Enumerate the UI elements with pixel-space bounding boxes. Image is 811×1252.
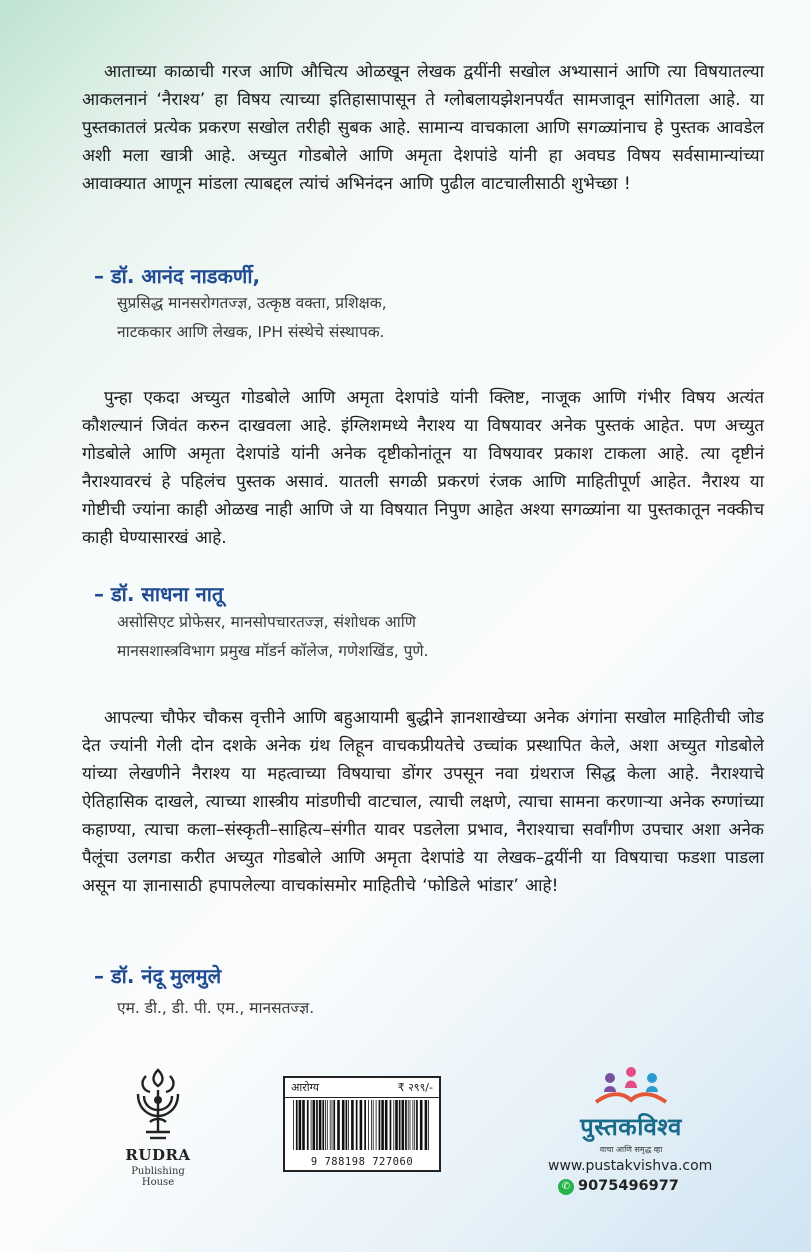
barcode-bar (319, 1100, 322, 1150)
barcode-bar (348, 1100, 349, 1150)
barcode-bar (410, 1100, 411, 1150)
barcode-bar (399, 1100, 401, 1150)
barcode-bar (299, 1100, 302, 1150)
publisher-subtitle: Publishing House (131, 1166, 185, 1188)
book-price: ₹ २९९/- (397, 1081, 433, 1094)
review-3-credit-line: एम. डी., डी. पी. एम., मानसतज्ज्ञ. (117, 999, 315, 1017)
distributor-name: पुस्तकविश्व (580, 1113, 682, 1141)
barcode-bars (293, 1100, 429, 1150)
publisher-logo (118, 1066, 198, 1188)
barcode-bar (325, 1100, 326, 1150)
review-1-signature: – डॉ. आनंद नाडकर्णी, (94, 264, 261, 288)
distributor-website[interactable]: www.pustakvishva.com (548, 1158, 713, 1174)
review-2-credit-line: असोसिएट प्रोफेसर, मानसोपचारतज्ज्ञ, संशोधक आणि (117, 613, 416, 631)
barcode-bar (379, 1100, 381, 1150)
barcode-bar (376, 1100, 377, 1150)
barcode-bar (428, 1100, 429, 1150)
barcode-bar (402, 1100, 405, 1150)
barcode-bar (420, 1100, 423, 1150)
barcode-bar (342, 1100, 345, 1150)
barcode-bar (332, 1100, 333, 1150)
barcode-bar (307, 1100, 309, 1150)
distributor-phone[interactable]: 9075496977 (578, 1178, 679, 1194)
barcode-bar (373, 1100, 374, 1150)
barcode-bar (413, 1100, 414, 1150)
book-category: आरोग्य (291, 1081, 320, 1094)
barcode-bar (371, 1100, 372, 1150)
barcode-bar (368, 1100, 369, 1150)
barcode-bar (316, 1100, 318, 1150)
barcode-bar (327, 1100, 328, 1150)
barcode-bar (293, 1100, 294, 1150)
barcode-bar (414, 1100, 415, 1150)
barcode-bar (408, 1100, 409, 1150)
barcode-bar (346, 1100, 348, 1150)
review-1-text: आताच्या काळाची गरज आणि औचित्य ओळखून लेखक द्वयींनी सखोल अभ्यासानं आणि त्या विषयातल्या आकलनानं ‘नैराश्य’ हा विषय त्याच्या इतिहासापासून ते ग्लोबलायझेशनपर्यंत सामजावून सांगितला आहे. या पुस्तकातलं प्रत्येक प्रकरण सखोल तरीही सुबक आहे. सामान्य वाचकाला आणि सगळ्यांनाच हे पुस्तक आवडेल अशी मला खात्री आहे. अच्युत गोडबोले आणि अमृता देशपांडे यांनी हा अवघड विषय सर्वसामान्यांच्या आवाक्यात आणून मांडला त्याबद्दल त्यांचं अभिनंदन आणि पुढील वाटचालीसाठी शुभेच्छा ! (82, 62, 764, 194)
barcode-bar (360, 1100, 363, 1150)
review-3-text: आपल्या चौफेर चौकस वृत्तीने आणि बहुआयामी बुद्धीने ज्ञानशाखेच्या अनेक अंगांना सखोल माहितीची जोड देत ज्यांनी गेली दोन दशके अनेक ग्रंथ लिहून वाचकप्रीयतेचे उच्चांक प्रस्थापित केले, अशा अच्युत गोडबोले यांच्या लेखणीने नैराश्य या महत्वाच्या विषयाचा डोंगर उपसून नवा ग्रंथराज सिद्ध केला आहे. नैराश्याचे ऐतिहासिक दाखले, त्याच्या शास्त्रीय मांडणीची वाटचाल, त्याची लक्षणे, त्याचा सामना करणाऱ्या अनेक रुग्णांच्या कहाण्या, त्याचा कला–संस्कृती–साहित्य–संगीत यावर पडलेला प्रभाव, नैराश्याचा सर्वांगीण उपचार अशा अनेक पैलूंचा उलगडा करीत अच्युत गोडबोले आणि अमृता देशपांडे या लेखक–द्वयींनी या विषयाचा फडशा पाडला असून या ज्ञानासाठी हपापलेल्या वाचकांसमोर माहितीचे ‘फोडिले भांडार’ आहे! (82, 708, 764, 896)
publisher-name: RUDRA (125, 1146, 191, 1164)
barcode-bar (313, 1100, 316, 1150)
distributor-logo (551, 1062, 711, 1155)
review-1-credit-line: नाटककार आणि लेखक, IPH संस्थेचे संस्थापक. (117, 323, 385, 341)
review-2-signature: – डॉ. साधना नातू (94, 582, 224, 606)
barcode-bar (405, 1100, 407, 1150)
review-2-credit-line: मानसशास्त्रविभाग प्रमुख मॉडर्न कॉलेज, गणेशखिंड, पुणे. (117, 642, 429, 660)
barcode-bar (425, 1100, 428, 1150)
barcode-bar (311, 1100, 312, 1150)
barcode-bar (381, 1100, 384, 1150)
barcode-bar (296, 1100, 298, 1150)
distributor-tagline: वाचा आणि समृद्ध व्हा (599, 1145, 663, 1154)
barcode-bar (356, 1100, 358, 1150)
barcode-bar (393, 1100, 394, 1150)
review-1-credits (117, 289, 387, 347)
people-reading-icon (586, 1062, 676, 1106)
barcode-bar (416, 1100, 418, 1150)
barcode-bar (390, 1100, 392, 1150)
barcode-panel (283, 1076, 441, 1172)
barcode-bar (351, 1100, 354, 1150)
review-3-signature: – डॉ. नंदू मुलमुले (94, 964, 222, 988)
barcode-bar (330, 1100, 331, 1150)
barcode-bar (364, 1100, 366, 1150)
barcode-bar (333, 1100, 335, 1150)
review-2-credits (117, 608, 429, 666)
rudra-emblem-icon (130, 1066, 186, 1142)
whatsapp-icon: ✆ (558, 1179, 574, 1195)
barcode-bar (337, 1100, 340, 1150)
barcode-bar (395, 1100, 398, 1150)
barcode-bar (302, 1100, 305, 1150)
isbn-number: 9 788198 727060 (310, 1156, 414, 1168)
barcode-bar (322, 1100, 324, 1150)
barcode-bar (385, 1100, 388, 1150)
review-1-credit-line: सुप्रसिद्ध मानसरोगतज्ज्ञ, उत्कृष्ठ वक्ता, प्रशिक्षक, (117, 294, 387, 312)
review-3-credits (117, 994, 314, 1023)
review-2-text: पुन्हा एकदा अच्युत गोडबोले आणि अमृता देशपांडे यांनी क्लिष्ट, नाजूक आणि गंभीर विषय अत्यंत कौशल्यानं जिवंत करुन दाखवला आहे. इंग्लिशमध्ये नैराश्य या विषयावर अनेक पुस्तकं आहेत. पण अच्युत गोडबोले आणि अमृता देशपांडे यांनी अनेक दृष्टीकोनांतून या विषयावर प्रकाश टाकला आहे. त्या दृष्टीनं नैराश्यावरचं हे पहिलंच पुस्तक असावं. यातली सगळी प्रकरणं रंजक आणि माहितीपूर्ण आहेत. नैराश्य या गोष्टीची ज्यांना काही ओळख नाही आणि जे या विषयात निपुण आहेत अश्या सगळ्यांना या पुस्तकातून नक्कीच काही घेण्यासारखं आहे. (82, 388, 764, 548)
